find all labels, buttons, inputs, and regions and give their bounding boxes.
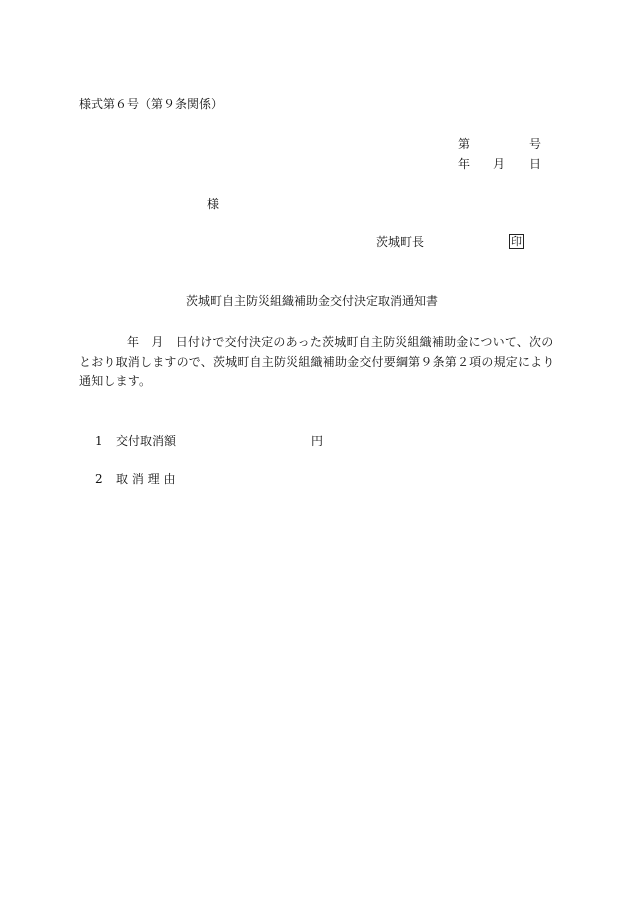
document-title: 茨城町自主防災組織補助金交付決定取消通知書 [186,294,439,308]
doc-number-suffix: 号 [529,137,542,151]
recipient-honorific: 様 [207,197,220,211]
seal-mark: 印 [511,235,522,248]
body-paragraph [79,333,553,392]
item-2-label: 取 消 理 由 [116,472,176,486]
item-2-number: 2 [95,472,103,486]
item-1-number: 1 [95,434,103,448]
body-line-2: とおり取消しますので、茨城町自主防災組織補助金交付要綱第９条第２項の規定により [79,354,555,369]
form-number: 様式第６号（第９条関係） [79,97,224,111]
date-day: 日 [529,157,542,171]
item-1-unit: 円 [311,434,324,448]
doc-number-prefix: 第 [458,137,471,151]
date-year: 年 [458,157,471,171]
item-1-label: 交付取消額 [116,434,177,448]
issuer-name: 茨城町長 [376,235,425,249]
date-month: 月 [493,157,506,171]
body-line-3: 通知します。 [79,374,152,388]
body-line-1: 年 月 日付けで交付決定のあった茨城町自主防災組織補助金について、次の [127,335,554,349]
